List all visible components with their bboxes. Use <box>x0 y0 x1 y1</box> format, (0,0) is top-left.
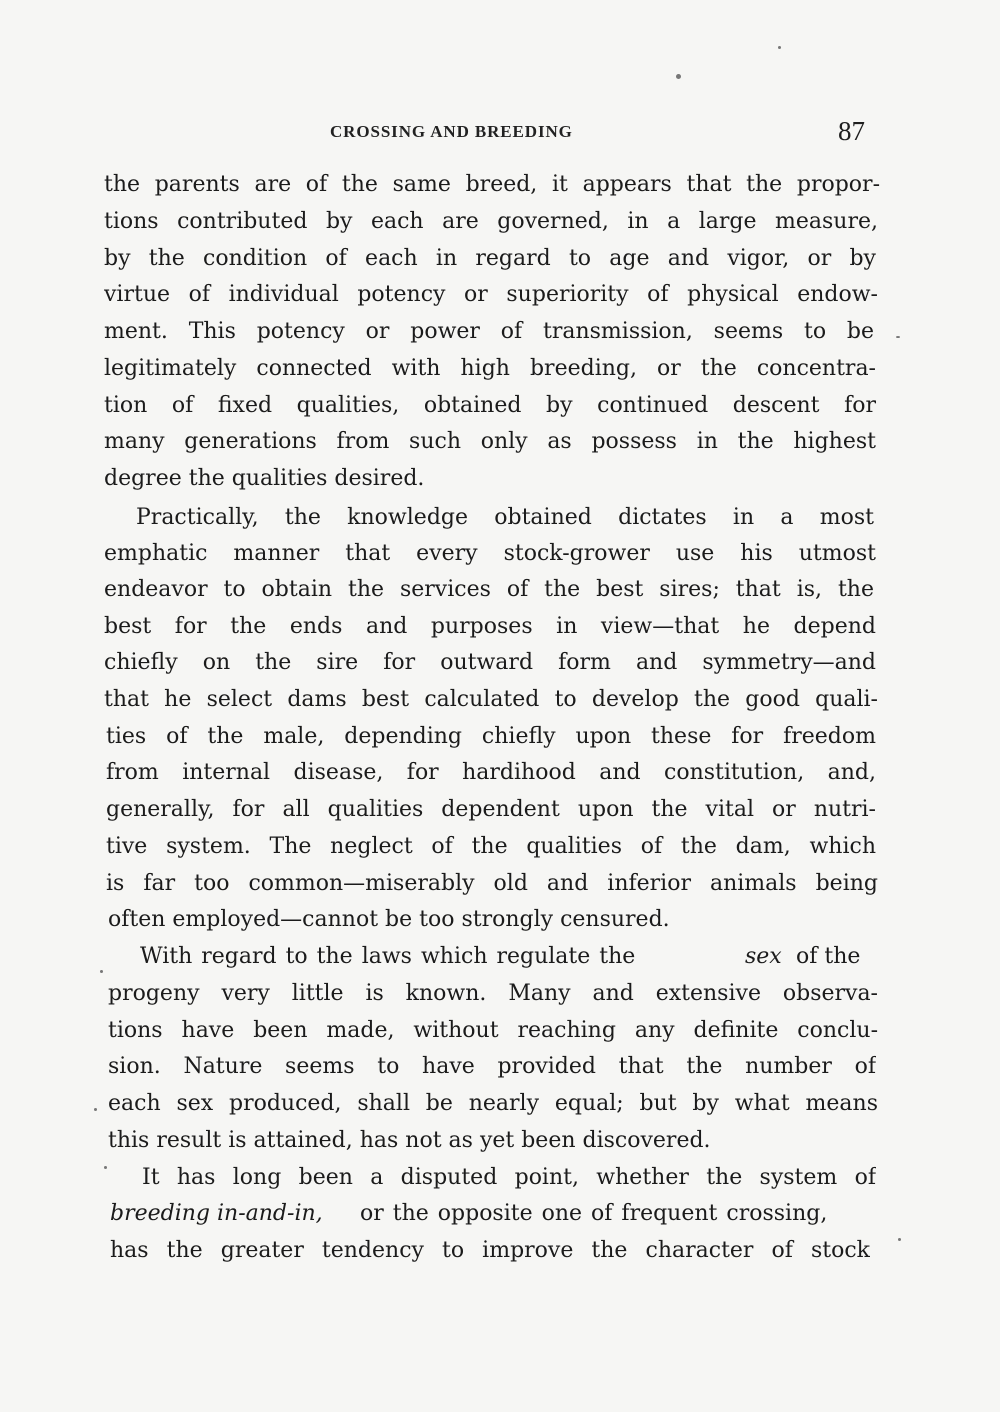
line-text: tions have been made, without reaching any definite conclu- <box>108 1018 878 1043</box>
text-line <box>0 937 1000 977</box>
line-text: virtue of individual potency or superiority of physical endow- <box>104 282 878 307</box>
running-head: CROSSING AND BREEDING <box>330 122 573 141</box>
line-text: often employed—cannot be too strongly censured. <box>108 907 670 932</box>
text-line <box>0 1121 1000 1161</box>
scan-speck <box>896 336 900 338</box>
line-text: generally, for all qualities dependent upon the vital or nutri- <box>106 797 876 822</box>
text-line <box>0 864 1000 904</box>
scan-speck <box>104 1166 107 1169</box>
line-text: many generations from such only as possess in the highest <box>104 429 876 454</box>
line-text: best for the ends and purposes in view—that he depend <box>104 614 876 639</box>
line-text: Practically, the knowledge obtained dictates in a most <box>136 505 874 530</box>
text-line <box>0 753 1000 793</box>
line-text: endeavor to obtain the services of the best sires; that is, the <box>104 577 874 602</box>
text-line <box>0 1084 1000 1124</box>
line-text: or the opposite one of frequent crossing, <box>360 1201 828 1226</box>
line-text: each sex produced, shall be nearly equal; but by what means <box>108 1091 878 1116</box>
text-line <box>0 974 1000 1014</box>
line-text: With regard to the laws which regulate the <box>140 944 636 969</box>
text-line <box>0 459 1000 499</box>
scan-speck <box>778 46 781 49</box>
text-line <box>0 386 1000 426</box>
line-text: ment. This potency or power of transmission, seems to be <box>104 319 874 344</box>
line-text: It has long been a disputed point, whether the system of <box>142 1165 876 1190</box>
line-text: from internal disease, for hardihood and constitution, and, <box>106 760 876 785</box>
text-line <box>0 239 1000 279</box>
line-text: tions contributed by each are governed, in a large measure, <box>104 209 878 234</box>
text-line <box>0 498 1000 538</box>
line-text: sion. Nature seems to have provided that the number of <box>108 1054 876 1079</box>
text-line <box>0 643 1000 683</box>
scan-speck <box>94 1108 97 1111</box>
text-line <box>0 349 1000 389</box>
text-line <box>0 680 1000 720</box>
text-line <box>0 827 1000 867</box>
line-text: by the condition of each in regard to age and vigor, or by <box>104 246 876 271</box>
text-line <box>0 1194 1000 1234</box>
text-line <box>0 900 1000 940</box>
scan-speck <box>676 74 681 79</box>
italic-word-sex: sex <box>745 944 782 969</box>
line-text: tive system. The neglect of the qualities of the dam, which <box>106 834 876 859</box>
text-line <box>0 1158 1000 1198</box>
scan-speck <box>898 1238 901 1241</box>
line-text: progeny very little is known. Many and extensive observa- <box>108 981 878 1006</box>
line-text: ties of the male, depending chiefly upon these for freedom <box>106 724 876 749</box>
line-text: chiefly on the sire for outward form and symmetry—and <box>104 650 876 675</box>
text-line <box>0 607 1000 647</box>
line-text: this result is attained, has not as yet been discovered. <box>108 1128 711 1153</box>
text-line <box>0 202 1000 242</box>
text-line <box>0 275 1000 315</box>
line-text: degree the qualities desired. <box>104 466 425 491</box>
line-text: tion of fixed qualities, obtained by continued descent for <box>104 393 876 418</box>
text-line <box>0 1011 1000 1051</box>
text-line <box>0 1231 1000 1271</box>
scan-speck <box>100 970 103 973</box>
line-text: the parents are of the same breed, it appears that the propor- <box>104 172 880 197</box>
text-line <box>0 570 1000 610</box>
text-line <box>0 534 1000 574</box>
text-line <box>0 717 1000 757</box>
italic-phrase-breeding: breeding in-and-in, <box>110 1201 323 1226</box>
line-text: is far too common—miserably old and inferior animals being <box>106 871 878 896</box>
line-text: of the <box>796 944 861 969</box>
text-line <box>0 790 1000 830</box>
text-line <box>0 422 1000 462</box>
text-line <box>0 165 1000 205</box>
line-text: has the greater tendency to improve the character of stock <box>110 1238 870 1263</box>
line-text: emphatic manner that every stock-grower use his utmost <box>104 541 876 566</box>
text-line <box>0 312 1000 352</box>
page-number: 87 <box>838 116 865 146</box>
text-line <box>0 1047 1000 1087</box>
line-text: legitimately connected with high breeding, or the concentra- <box>104 356 876 381</box>
line-text: that he select dams best calculated to develop the good quali- <box>104 687 878 712</box>
